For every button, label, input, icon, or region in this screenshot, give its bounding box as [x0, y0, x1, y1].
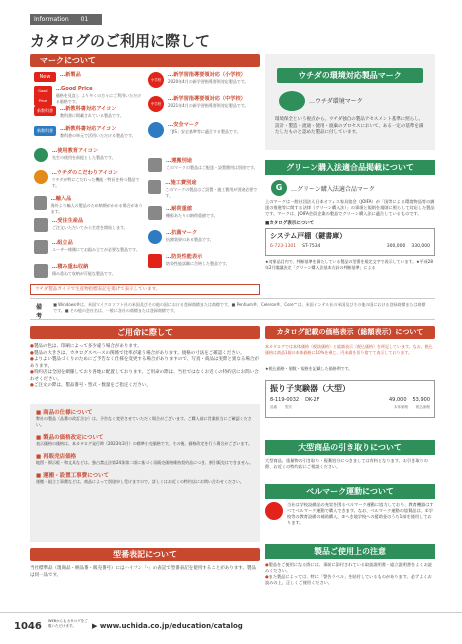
eco-mark-label: …ウチダ環境マーク — [309, 97, 363, 105]
antibacterial-icon — [148, 230, 162, 244]
notes-box — [30, 404, 260, 542]
usage-list — [30, 344, 260, 390]
green-code2: ST-7534 — [302, 244, 321, 249]
remark-text: ■ Windows®は、米国マイクロソフト社の米国及びその他の国における登録商標または商標です。■ Pentium®、Celeron®、Core™は、米国インテル社の米国及びその他の国における登録商標または商標です。■ その他の会社名は、一般に各社の商標または登録商標です。 — [53, 302, 426, 313]
price-product: 振り子実験器（大型） — [270, 384, 350, 393]
note-title: ■ 運搬・設置工事費について — [36, 473, 110, 479]
mark-item-order: …受注生産品 ご注文いただいてから生産を開始します。 — [34, 218, 144, 232]
page-number: 1046 — [14, 621, 42, 632]
price-label: 税込価格 — [416, 405, 430, 409]
mark-item-import: …輸入品 海外より輸入の製品のため納期がかかる場合があります。 — [34, 196, 144, 214]
order-icon — [34, 218, 48, 232]
price-text: 本カタログでは本体価格（税抜価格）と総額表示（税込価格）を併記しています。なお、税込価格は商品1個の本体価格に10%を乗じ、円未満を切り捨てて表示しております。 — [265, 344, 433, 355]
mark-item-junior: 中学校 …新学習指導要領対応（中学校） 2021年4月の新学習指導要領対応製品です。 — [148, 96, 260, 112]
note-text: 地図・掲示板・和文具などは、独占禁止法第24条第二項に基づく再販売価格維持契約品につき、割引販売はできません。 — [36, 460, 254, 465]
construction-icon — [148, 180, 161, 194]
note-text: 表示価格の価格は、本カタログ発行時（2023年3月）の標準小売価格です。その後、価格改定を行う場合がございます。 — [36, 441, 253, 446]
mark-item-construction: …施工費別途 このマークの製品はご設置・施工費用が別途必要です。 — [148, 180, 260, 198]
price-label: 型式 — [285, 405, 292, 409]
precaution-title: 製品ご使用上の注意 — [265, 544, 435, 559]
green-price1: 300,000 — [386, 244, 406, 249]
price-value1: 49,000 — [389, 397, 407, 403]
precaution-list — [265, 562, 435, 586]
info-tag: Information 01 — [30, 14, 102, 25]
green-mark-label: …グリーン購入法適合品マーク — [291, 185, 375, 193]
mark-item-textbook-1: 新教科書 …新教科書対応アイコン 教科書に掲載されている製品です。 — [34, 106, 144, 119]
usage-item: ●製品の大きさは、カタログスペースの関係で比率が違う場合があります。規格の寸法をご確認ください。 — [30, 350, 245, 356]
assembly-icon — [34, 240, 48, 254]
eco-text: 環境保全という視点から、ウチダ独自の製品アセスメント基準に照らし、設計・製造・流通・使用・廃棄のプロセスにおいて、ある一定の基準を満たしたものと認めた製品に付しています。 — [275, 117, 424, 135]
footer-mini: WEBからもカタログをご覧いただけます。 — [48, 619, 88, 628]
green-note: ★対象品目内で、判断基準を満たしている製品の型番を規定文字で表示しています。★平成28年2月閣議決定「グリーン購入法基本方針の判断基準」による — [265, 259, 433, 270]
usage-item: ●製品の色は、印刷によって多少違う場合があります。 — [30, 344, 142, 349]
green-product: システム戸棚（鍵書庫） — [270, 232, 347, 240]
mark-item-textbook-2: 新教科書 …新教科書対応アイコン 教科書の単元で活用いただける製品です。 — [34, 126, 144, 139]
footer — [0, 612, 462, 644]
eco-mark-icon — [279, 91, 305, 111]
mark-item-assembly: …組立品 ユーザー様側にてお組み立てが必要な製品です。 — [34, 240, 144, 254]
eco-title: ウチダの環境対応製品マーク — [277, 68, 423, 83]
green-code1: 6-723-1301 — [270, 244, 297, 249]
price-example-note: ★税込価格・個数・規格を記載した価格例です。 — [265, 366, 353, 371]
bellmark-body — [265, 502, 435, 526]
mark-item-goodprice: Good Price …Good Price 価格を見直し より多くの方々にご利用いただける価格です。 — [34, 86, 144, 106]
mark-item-load: …耐荷重値 棚板あたりの耐荷重値です。 — [148, 206, 260, 220]
note-title: ■ 再販売店価格 — [36, 454, 77, 460]
price-label: 本体価格 — [394, 405, 408, 409]
precaution-item: ●また製品によっては、特に「警告ラベル」を貼付しているものがあります。必ずよくお読みの上、正しくご使用ください。 — [265, 574, 432, 585]
marks-list — [30, 70, 260, 298]
mark-item-elementary: 小学校 …新学習指導要領対応（小学校） 2020年4月の新学習指導要領対応製品です。 — [148, 72, 260, 88]
bellmark-icon — [265, 502, 283, 520]
page-title: カタログのご利用に際して — [30, 32, 211, 50]
note-text: 運搬・組立工事費などは、商品によって別途申し受けますので、詳しくはお近くの特約店にお問い合わせください。 — [36, 479, 244, 484]
teacher-icon — [34, 148, 48, 162]
marks-section-title: マークについて — [30, 54, 260, 67]
delivery-title: 大型商品の引き取りについて — [265, 440, 435, 455]
safety-icon — [148, 122, 164, 138]
uchida-pride-icon — [34, 170, 48, 184]
textbook-blue-icon: 新教科書 — [34, 126, 56, 136]
mark-item-fireproof: …防炎性能表示 防炎性能試験に合格した製品です。 — [148, 254, 260, 268]
mark-item-antibacterial: …抗菌マーク 抗菌効果のある製品です。 — [148, 230, 260, 244]
junior-icon: 中学校 — [148, 96, 164, 112]
model-text: 当社標準品（現商品・納品番・販売番号）にはハイフン「-」の表記で型番表記を使用することがあります。製品は同一品です。 — [30, 566, 256, 578]
usage-title: ご用命に際して — [30, 326, 260, 339]
price-type: DK-2F — [305, 397, 320, 403]
bellmark-title: ベルマーク運動について — [265, 484, 435, 499]
usage-item: ●特約店は全国を網羅しており各地に配置しております。ご用命の際は、当社ではなくお近くの特約店にお問い合わせください。 — [30, 370, 259, 382]
precaution-item: ●製品をご使用になる際には、事前に添付されている取扱説明書・組立説明書をよくお読みください。 — [265, 562, 432, 573]
marks-note: ウチダ製品ガイドで生産物指標表記を掲げて表示しています。 — [30, 284, 260, 295]
green-price2: 330,000 — [411, 244, 430, 249]
fireproof-icon — [148, 254, 162, 268]
elementary-icon: 小学校 — [148, 72, 164, 88]
green-panel — [265, 180, 435, 295]
eco-panel — [265, 54, 435, 150]
price-example — [265, 380, 435, 418]
delivery-text: 大型商品、重量物の引き取り・廃棄処分につきましては有料となります。お引き取りの際、お近くの特約店にご相談ください。 — [265, 458, 428, 469]
price-label: 品番 — [270, 405, 277, 409]
bellmark-text: 当社は学校設備品の充実を図るベルマーク運動に協力しており、教育機器はすべてベルマーク運動で購入できます。なお、ベルマーク運動の協賛品は、①学校等の教育設備の補助購入、②へき地学校への援助金のうち1部を使用しております。 — [287, 502, 434, 525]
remark-box — [30, 298, 435, 320]
footer-url[interactable]: ▶ www.uchida.co.jp/education/catalog — [92, 622, 243, 630]
info-number: 01 — [80, 16, 89, 23]
mark-item-uchida: …ウチダのこだわりアイコン ウチダが特にこだわった機能・特長を持つ製品です。 — [34, 170, 144, 188]
green-sample-box — [265, 228, 435, 256]
model-title: 型番表記について — [30, 548, 260, 561]
mark-item-stack: …積み重ね収納 積み重ねて収納が可能な製品です。 — [34, 264, 144, 278]
new-icon: New — [34, 72, 56, 82]
load-icon — [148, 206, 162, 220]
usage-item: ●よりよい製品づくりのためにご予告なく仕様を変更する場合がありますので、写真・商品は実際と異なる場合があります。 — [30, 357, 259, 369]
mark-item-teacher: …使用教育アイコン 先生の使用を前提とした製品です。 — [34, 148, 144, 162]
note-title: ■ 商品の仕様について — [36, 410, 93, 416]
price-value2: 53,900 — [412, 397, 430, 403]
remark-label: 備考 — [36, 304, 43, 320]
green-g-icon: G — [271, 180, 287, 196]
stack-icon — [34, 264, 48, 278]
note-title: ■ 製品の価格改定について — [36, 435, 104, 441]
usage-item: ●ご注文の際は、製品番号・型式・数量をご指定ください。 — [30, 383, 151, 388]
textbook-icon: 新教科書 — [34, 106, 56, 116]
arrow-right-icon: ▶ — [92, 622, 100, 630]
price-title: カタログ記載の価格表示（総額表示）について — [265, 326, 435, 339]
mark-item-transport: …運搬別途 このマークの製品はご配達・設置費用は別途です。 — [148, 158, 260, 172]
note-text: 弊社の製品（品番の改訂含む）は、予告なく変更させていただく場合がございます。ご購入前に営業担当にご確認ください。 — [36, 416, 252, 427]
mark-item-safety: …安全マーク 「JIS」安全基準等に適合する製品です。 — [148, 122, 260, 138]
price-code: 8-119-0032 — [270, 397, 300, 403]
green-text: 上のマークは一般社団法人日本オフィス家具協会（JOIFA）が「国等による環境物品等の調達の推進等に関する法律（グリーン購入法）」の事項と規則を規則に照らして対応した製品です。マークは、JOIFA会員企業の製品でグリーン購入法に適合しているものです。 — [265, 199, 435, 216]
import-icon — [34, 196, 47, 210]
truck-icon — [148, 158, 162, 172]
green-title: グリーン購入法適合品掲載について — [265, 160, 435, 175]
mark-item-new: New …新製品 — [34, 72, 81, 82]
good-price-icon: Good Price — [34, 86, 52, 106]
green-sample-label: ■カタログ表示について — [265, 221, 315, 226]
